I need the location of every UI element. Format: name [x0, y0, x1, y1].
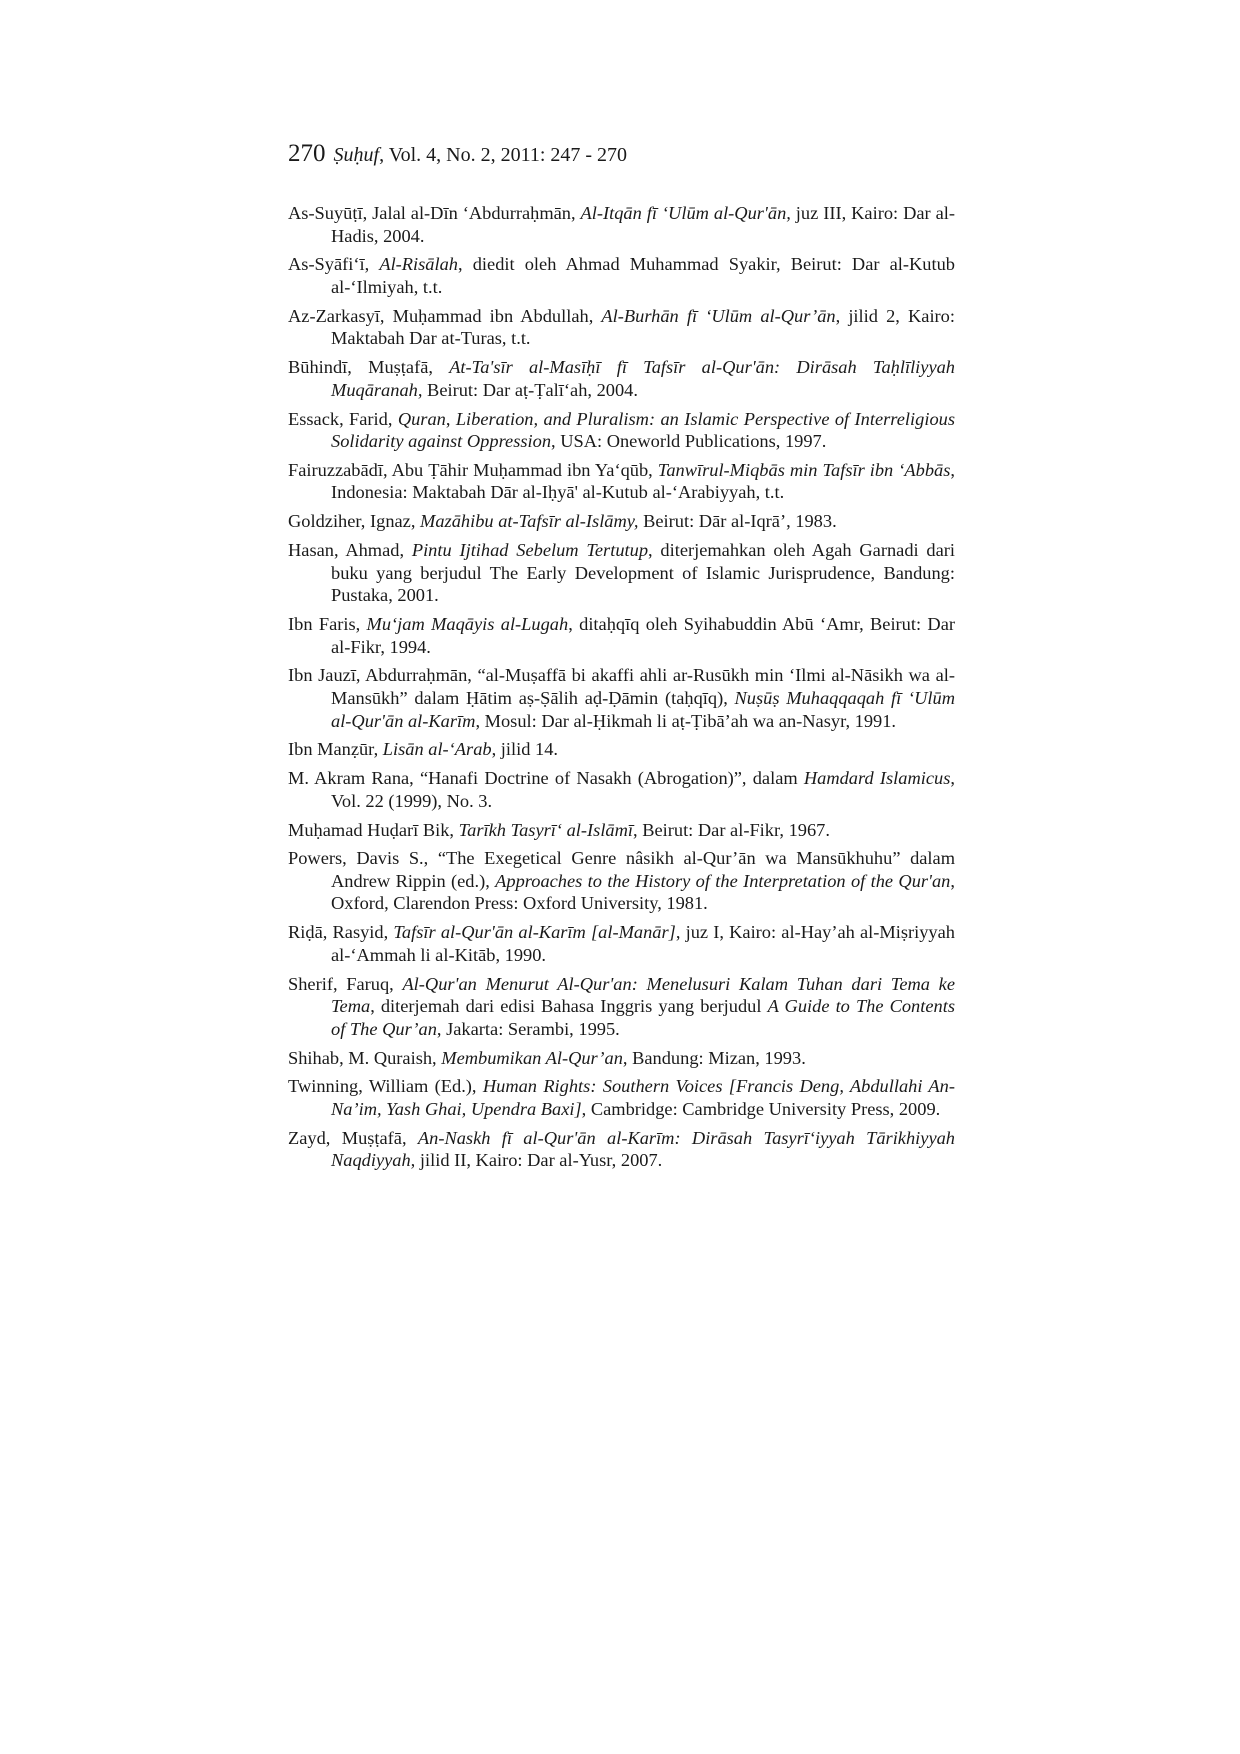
entry-text: Būhindī, Muṣṭafā,	[288, 357, 450, 378]
bibliography-entry	[288, 1075, 955, 1120]
entry-text: , Oxford, Clarendon Press: Oxford University, 1981.	[331, 870, 955, 914]
entry-title-italic: Membumikan Al-Qur’an	[441, 1047, 623, 1068]
entry-title-italic: Al-Risālah	[379, 254, 459, 275]
entry-text: , jilid 14.	[491, 739, 559, 760]
entry-text: , Jakarta: Serambi, 1995.	[436, 1018, 620, 1039]
page-number: 270	[288, 140, 326, 167]
bibliography-entry	[288, 738, 955, 761]
entry-text: , diedit oleh Ahmad Muhammad Syakir, Beirut: Dar al-Kutub al-‘Ilmiyah, t.t.	[331, 254, 955, 297]
bibliography-entry	[288, 973, 955, 1041]
entry-title-italic: Lisān al-‘Arab	[382, 739, 492, 760]
bibliography-entry	[288, 847, 955, 915]
journal-name: Ṣuḥuf	[333, 144, 380, 166]
entry-title-italic: An-Naskh fī al-Qur'ān al-Karīm: Dirāsah Tasyrī‘iyyah Tārikhiyyah Naqdiyyah,	[331, 1127, 955, 1171]
bibliography-entry	[288, 510, 955, 533]
bibliography-entry	[288, 1047, 955, 1070]
entry-title-italic: Hamdard Islamicus	[803, 768, 951, 789]
entry-text: , Bandung: Mizan, 1993.	[622, 1047, 806, 1068]
entry-text: , diterjemah dari edisi Bahasa Inggris yang berjudul	[370, 996, 768, 1017]
entry-text: ,	[445, 408, 456, 429]
bibliography-entry	[288, 1127, 955, 1172]
entry-title-italic: Mazāhibu at-Tafsīr al-Islāmy,	[420, 511, 639, 532]
entry-title-italic: A Guide to The Contents of The Qur’an	[331, 996, 955, 1039]
entry-text: Muḥamad Huḍarī Bik,	[288, 819, 459, 840]
entry-text: Shihab, M. Quraish,	[288, 1047, 442, 1068]
entry-title-italic: Liberation, and Pluralism: an Islamic Perspective of Interreligious Solidarity against Oppression	[331, 408, 955, 452]
entry-text: , Vol. 22 (1999), No. 3.	[331, 768, 955, 811]
entry-text: Zayd, Muṣṭafā,	[288, 1127, 418, 1148]
entry-text: , Mosul: Dar al-Ḥikmah li aṭ-Ṭibā’ah wa an-Nasyr, 1991.	[475, 710, 897, 731]
bibliography-list	[288, 202, 955, 1178]
entry-title-italic: Pintu Ijtihad Sebelum Tertutup	[411, 540, 649, 561]
entry-text: Riḍā, Rasyid,	[288, 922, 394, 943]
entry-text: Powers, Davis S., “The Exegetical Genre nâsikh al-Qur’ān wa Mansūkhuhu” dalam Andrew Rippin (ed.),	[288, 848, 955, 891]
entry-text: , juz I, Kairo: al-Hay’ah al-Miṣriyyah al-‘Ammah li al-Kitāb, 1990.	[331, 922, 955, 965]
entry-text: As-Suyūṭī, Jalal al-Dīn ‘Abdurraḥmān,	[288, 203, 581, 223]
entry-text: Hasan, Ahmad,	[288, 540, 412, 561]
bibliography-entry	[288, 305, 955, 350]
bibliography-entry	[288, 459, 955, 504]
entry-text: Twinning, William (Ed.),	[288, 1076, 483, 1097]
journal-citation: , Vol. 4, No. 2, 2011: 247 - 270	[379, 144, 628, 166]
entry-text: Beirut: Dār al-Iqrā’, 1983.	[638, 511, 837, 532]
entry-text: , jilid 2, Kairo: Maktabah Dar at-Turas, t.t.	[331, 305, 955, 349]
entry-text: Essack, Farid,	[288, 408, 398, 429]
entry-title-italic: Al-Burhān fī ‘Ulūm al-Qur’ān	[601, 305, 836, 326]
entry-text: , Beirut: Dar al-Fikr, 1967.	[633, 819, 830, 840]
bibliography-entry	[288, 253, 955, 298]
entry-title-italic: Tanwīrul-Miqbās min Tafsīr ibn ‘Abbās	[657, 459, 951, 480]
entry-text: Ibn Manẓūr,	[288, 739, 383, 760]
entry-text: Ibn Faris,	[288, 614, 367, 634]
bibliography-entry	[288, 664, 955, 732]
bibliography-entry	[288, 356, 955, 401]
entry-text: Az-Zarkasyī, Muḥammad ibn Abdullah,	[288, 305, 602, 326]
bibliography-entry	[288, 921, 955, 966]
entry-text: Sherif, Faruq,	[288, 973, 403, 994]
entry-title-italic: Al-Qur'an Menurut Al-Qur'an: Menelusuri Kalam Tuhan dari Tema ke Tema	[331, 973, 955, 1017]
bibliography-entry	[288, 613, 955, 658]
entry-text: Goldziher, Ignaz,	[288, 511, 421, 532]
running-head	[288, 140, 958, 169]
bibliography-entry	[288, 408, 955, 453]
entry-text: , USA: Oneworld Publications, 1997.	[551, 431, 827, 452]
entry-title-italic: At-Ta'sīr al-Masīḥī fī Tafsīr al-Qur'ān: Dirāsah Taḥlīliyyah Muqāranah,	[331, 357, 956, 400]
bibliography-entry	[288, 819, 955, 842]
entry-title-italic: Approaches to the History of the Interpretation of the Qur'an	[495, 870, 951, 891]
entry-text: , Indonesia: Maktabah Dār al-Iḥyā' al-Kutub al-‘Arabiyyah, t.t.	[331, 459, 955, 503]
entry-title-italic: Mu‘jam Maqāyis al-Lugah	[366, 614, 569, 634]
entry-text: jilid II, Kairo: Dar al-Yusr, 2007.	[415, 1150, 663, 1171]
entry-title-italic: Nuṣūṣ Muhaqqaqah fī ‘Ulūm al-Qur'ān al-Karīm	[331, 687, 955, 731]
entry-title-italic: Human Rights: Southern Voices [Francis Deng, Abdullahi An-Na’im, Yash Ghai, Upendra Baxi]	[331, 1076, 955, 1119]
entry-text: As-Syāfi‘ī,	[288, 254, 380, 275]
entry-text: Ibn Jauzī, Abdurraḥmān, “al-Muṣaffā bi akaffi ahli ar-Rusūkh min ‘Ilmi al-Nāsikh wa al-Mansūkh” dalam Ḥātim aṣ-Ṣālih aḍ-Ḍāmin (taḥqīq),	[288, 665, 955, 708]
entry-title-italic: Tarīkh Tasyrī‘ al-Islāmī	[458, 819, 634, 840]
entry-text: , Cambridge: Cambridge University Press, 2009.	[581, 1098, 941, 1119]
bibliography-entry	[288, 202, 955, 247]
entry-title-italic: Tafsīr al-Qur'ān al-Karīm [al-Manār]	[393, 922, 676, 943]
entry-text: juz III, Kairo: Dar al-Hadis, 2004.	[331, 203, 955, 246]
entry-text: Fairuzzabādī, Abu Ṭāhir Muḥammad ibn Ya‘qūb,	[288, 459, 658, 480]
entry-text: , ditaḥqīq oleh Syihabuddin Abū ‘Amr, Beirut: Dar al-Fikr, 1994.	[331, 614, 955, 657]
entry-text: , diterjemahkan oleh Agah Garnadi dari buku yang berjudul The Early Development of Islamic Jurisprudence, Bandung: Pustaka, 2001.	[331, 540, 956, 606]
bibliography-entry	[288, 767, 955, 812]
entry-text: Beirut: Dar aṭ-Ṭalī‘ah, 2004.	[422, 379, 638, 400]
entry-title-italic: Al-Itqān fī ‘Ulūm al-Qur'ān,	[580, 203, 791, 223]
bibliography-entry	[288, 539, 955, 607]
entry-title-italic: Quran	[397, 408, 446, 429]
entry-text: M. Akram Rana, “Hanafi Doctrine of Nasakh (Abrogation)”, dalam	[288, 768, 804, 789]
